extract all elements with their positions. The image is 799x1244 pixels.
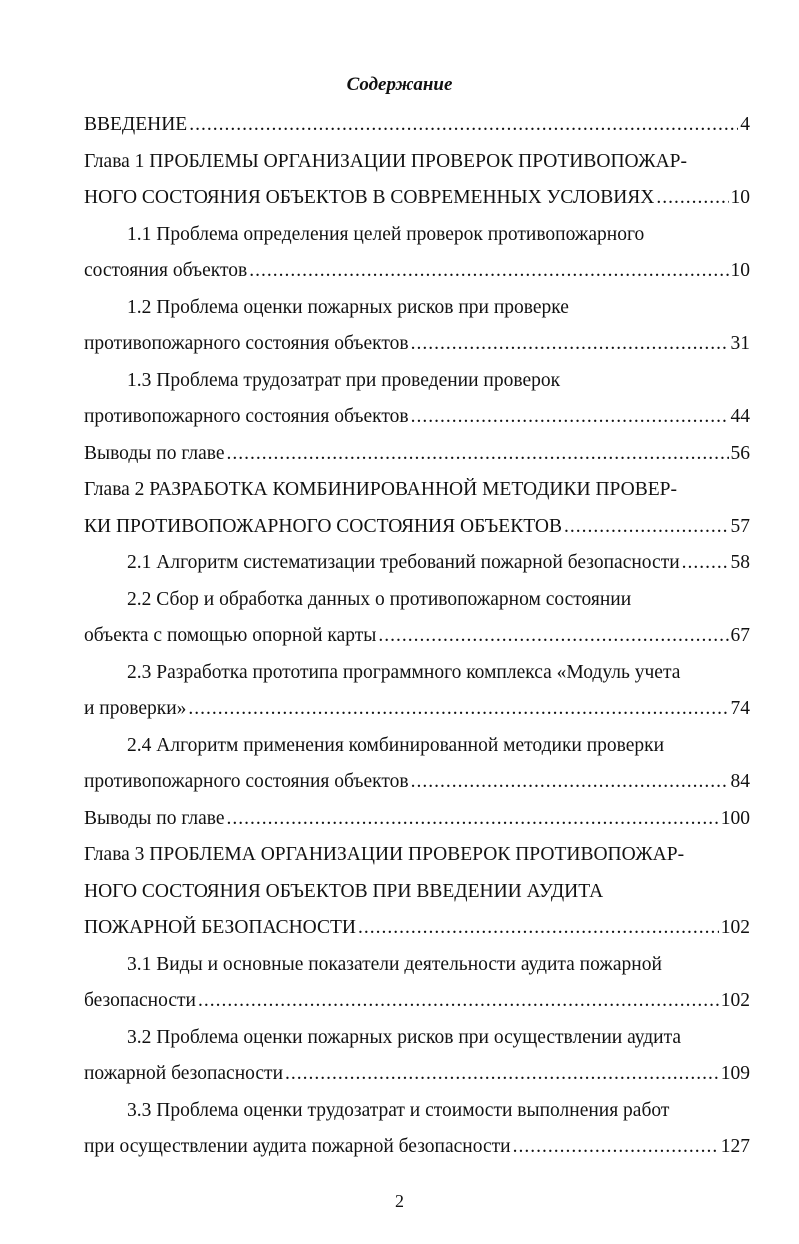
toc-entry-text: пожарной безопасности: [84, 1063, 283, 1084]
toc-entry: [84, 806, 750, 832]
toc-entry: [127, 587, 750, 613]
toc-entry: [127, 222, 750, 248]
dot-leader: [411, 404, 729, 430]
toc-entry-page: 84: [730, 771, 750, 792]
dot-leader: [226, 441, 728, 467]
toc-entry: [127, 1025, 750, 1051]
toc-entry: [127, 295, 750, 321]
toc-entry: [84, 331, 750, 357]
dot-leader: [188, 696, 728, 722]
toc-entry: [84, 769, 750, 795]
toc-entry-text: 2.2 Сбор и обработка данных о противопожарном состоянии: [127, 589, 632, 610]
toc-entry-text: Глава 2 РАЗРАБОТКА КОМБИНИРОВАННОЙ МЕТОДИКИ ПРОВЕР-: [84, 479, 677, 500]
dot-leader: [513, 1134, 719, 1160]
toc-entry-text: Глава 3 ПРОБЛЕМА ОРГАНИЗАЦИИ ПРОВЕРОК ПРОТИВОПОЖАР-: [84, 844, 685, 865]
toc-entry-text: 1.2 Проблема оценки пожарных рисков при проверке: [127, 297, 569, 318]
toc-entry-page: 102: [720, 917, 750, 938]
toc-entry-text: 2.1 Алгоритм систематизации требований пожарной безопасности: [127, 552, 680, 573]
toc-entry-text: 3.1 Виды и основные показатели деятельности аудита пожарной: [127, 954, 662, 975]
dot-leader: [285, 1061, 719, 1087]
toc-entry: [84, 112, 750, 138]
toc-entry-text: Глава 1 ПРОБЛЕМЫ ОРГАНИЗАЦИИ ПРОВЕРОК ПРОТИВОПОЖАР-: [84, 151, 688, 172]
dot-leader: [656, 185, 728, 211]
toc-entry-text: при осуществлении аудита пожарной безопасности: [84, 1136, 511, 1157]
toc-entry-text: 1.3 Проблема трудозатрат при проведении проверок: [127, 370, 561, 391]
toc-entry-text: и проверки»: [84, 698, 187, 719]
toc-entry-text: противопожарного состояния объектов: [84, 406, 409, 427]
toc-entry-text: 1.1 Проблема определения целей проверок противопожарного: [127, 224, 645, 245]
toc-entry-text: НОГО СОСТОЯНИЯ ОБЪЕКТОВ ПРИ ВВЕДЕНИИ АУДИТА: [84, 881, 604, 902]
toc-entry: [84, 404, 750, 430]
toc-entry-page: 44: [730, 406, 750, 427]
toc-entry-text: состояния объектов: [84, 260, 248, 281]
dot-leader: [198, 988, 719, 1014]
dot-leader: [189, 112, 738, 138]
toc-entry: [127, 368, 750, 394]
toc-entry-page: 58: [730, 552, 750, 573]
toc-entry: [84, 514, 750, 540]
toc-entry-page: 74: [730, 698, 750, 719]
toc-entry-page: 109: [720, 1063, 750, 1084]
toc-entry: [84, 441, 750, 467]
toc-entry: [84, 879, 750, 905]
toc-entry: [127, 1098, 750, 1124]
dot-leader: [358, 915, 719, 941]
page-number: 2: [395, 1191, 404, 1211]
toc-entry-text: 2.4 Алгоритм применения комбинированной методики проверки: [127, 735, 665, 756]
toc-entry-page: 31: [730, 333, 750, 354]
toc-entry-text: противопожарного состояния объектов: [84, 333, 409, 354]
toc-title: Содержание: [346, 74, 453, 95]
toc-entry: [127, 733, 750, 759]
toc-entry: [127, 660, 750, 686]
toc-entry-text: Выводы по главе: [84, 443, 225, 464]
toc-entry: [84, 1134, 750, 1160]
toc-entry-text: 3.2 Проблема оценки пожарных рисков при осуществлении аудита: [127, 1027, 682, 1048]
dot-leader: [411, 331, 729, 357]
toc-entry-text: ПОЖАРНОЙ БЕЗОПАСНОСТИ: [84, 917, 357, 938]
toc-entry: [84, 185, 750, 211]
toc-entry: [84, 258, 750, 284]
toc-entry: [84, 149, 750, 175]
toc-entry-text: 2.3 Разработка прототипа программного комплекса «Модуль учета: [127, 662, 681, 683]
toc-entry-page: 4: [740, 114, 750, 135]
toc-entry: [84, 1061, 750, 1087]
toc-entry: [127, 952, 750, 978]
toc-entry-text: противопожарного состояния объектов: [84, 771, 409, 792]
toc-entry: [84, 988, 750, 1014]
toc-entry-text: объекта с помощью опорной карты: [84, 625, 377, 646]
toc-entry-page: 67: [730, 625, 750, 646]
toc-entry-text: КИ ПРОТИВОПОЖАРНОГО СОСТОЯНИЯ ОБЪЕКТОВ: [84, 516, 562, 537]
toc-entry-page: 57: [730, 516, 750, 537]
toc-entry: [84, 623, 750, 649]
dot-leader: [378, 623, 728, 649]
toc-entry-page: 56: [730, 443, 750, 464]
toc-entry-text: безопасности: [84, 990, 196, 1011]
toc-entry: [127, 550, 750, 576]
dot-leader: [564, 514, 729, 540]
toc-entry-page: 127: [720, 1136, 750, 1157]
dot-leader: [411, 769, 729, 795]
toc-entry: [84, 842, 750, 868]
toc-entry-page: 102: [720, 990, 750, 1011]
toc-entry: [84, 477, 750, 503]
toc-entry-text: Выводы по главе: [84, 808, 225, 829]
toc-entry-text: НОГО СОСТОЯНИЯ ОБЪЕКТОВ В СОВРЕМЕННЫХ УСЛОВИЯХ: [84, 187, 655, 208]
dot-leader: [682, 550, 729, 576]
toc-entry: [84, 696, 750, 722]
toc-entry: [84, 915, 750, 941]
toc-entry-text: 3.3 Проблема оценки трудозатрат и стоимости выполнения работ: [127, 1100, 670, 1121]
toc-entry-text: ВВЕДЕНИЕ: [84, 114, 188, 135]
toc-entry-page: 10: [730, 260, 750, 281]
toc-entry-page: 100: [720, 808, 750, 829]
toc-entry-page: 10: [730, 187, 750, 208]
dot-leader: [226, 806, 718, 832]
dot-leader: [249, 258, 728, 284]
